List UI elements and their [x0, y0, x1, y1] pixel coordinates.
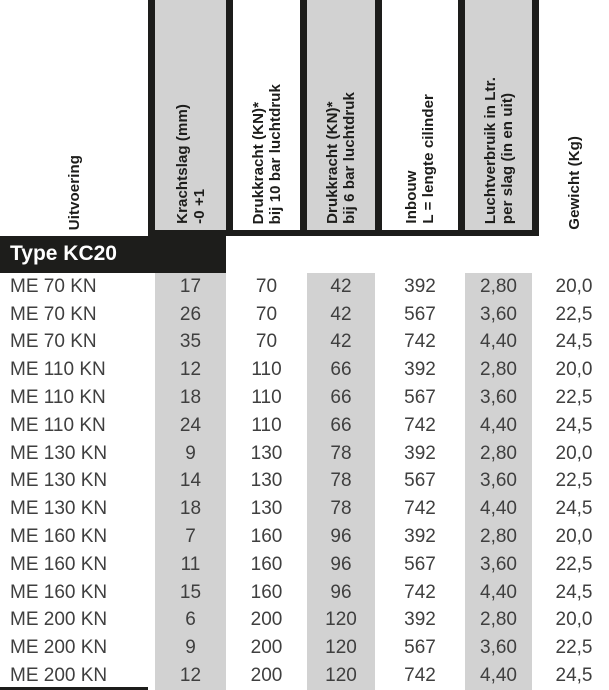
cell-drukkracht-10bar: 110 [226, 412, 300, 440]
cell-drukkracht-6bar: 78 [300, 440, 375, 468]
cell-inbouw: 742 [375, 412, 458, 440]
header-label-drukkracht-10bar: Drukkracht (KN)* bij 10 bar luchtdruk [249, 83, 284, 224]
cell-luchtverbruik: 3,60 [458, 551, 532, 579]
cell-uitvoering: ME 200 KN [0, 607, 148, 635]
cell-drukkracht-10bar: 200 [226, 607, 300, 635]
table-row [0, 495, 609, 523]
table-row [0, 356, 609, 384]
cell-drukkracht-10bar: 110 [226, 356, 300, 384]
header-label-uitvoering: Uitvoering [65, 154, 83, 230]
cell-gewicht: 20,0 [532, 273, 609, 301]
cell-luchtverbruik: 4,40 [458, 329, 532, 357]
cell-krachtslag: 11 [148, 551, 226, 579]
cell-luchtverbruik: 3,60 [458, 384, 532, 412]
cell-gewicht: 20,0 [532, 440, 609, 468]
header-col-uitvoering [0, 0, 148, 236]
cell-uitvoering: ME 130 KN [0, 440, 148, 468]
cell-drukkracht-10bar: 70 [226, 273, 300, 301]
section-header-bar: Type KC20 [0, 236, 226, 273]
cell-drukkracht-6bar: 42 [300, 301, 375, 329]
cell-uitvoering: ME 200 KN [0, 634, 148, 662]
table-body [0, 273, 609, 690]
cell-luchtverbruik: 2,80 [458, 607, 532, 635]
cell-luchtverbruik: 2,80 [458, 440, 532, 468]
cell-drukkracht-10bar: 70 [226, 329, 300, 357]
cell-uitvoering: ME 130 KN [0, 468, 148, 496]
cell-uitvoering: ME 160 KN [0, 579, 148, 607]
cell-luchtverbruik: 3,60 [458, 468, 532, 496]
cell-krachtslag: 18 [148, 384, 226, 412]
cell-drukkracht-6bar: 96 [300, 579, 375, 607]
cell-krachtslag: 18 [148, 495, 226, 523]
table-row [0, 412, 609, 440]
cell-krachtslag: 9 [148, 440, 226, 468]
cell-inbouw: 742 [375, 579, 458, 607]
cell-inbouw: 567 [375, 301, 458, 329]
cell-krachtslag: 9 [148, 634, 226, 662]
cell-luchtverbruik: 2,80 [458, 523, 532, 551]
cell-krachtslag: 26 [148, 301, 226, 329]
cell-drukkracht-10bar: 160 [226, 523, 300, 551]
table-row [0, 468, 609, 496]
cell-uitvoering: ME 160 KN [0, 551, 148, 579]
cell-gewicht: 24,5 [532, 662, 609, 690]
cell-uitvoering: ME 200 KN [0, 662, 148, 690]
table-row [0, 273, 609, 301]
cell-inbouw: 567 [375, 468, 458, 496]
cell-drukkracht-6bar: 120 [300, 607, 375, 635]
cell-drukkracht-6bar: 66 [300, 356, 375, 384]
cell-gewicht: 20,0 [532, 523, 609, 551]
cell-drukkracht-6bar: 120 [300, 634, 375, 662]
table-row [0, 607, 609, 635]
cell-krachtslag: 35 [148, 329, 226, 357]
cell-luchtverbruik: 4,40 [458, 495, 532, 523]
cell-drukkracht-6bar: 42 [300, 273, 375, 301]
cell-drukkracht-6bar: 78 [300, 495, 375, 523]
cell-inbouw: 392 [375, 440, 458, 468]
cell-luchtverbruik: 3,60 [458, 301, 532, 329]
section-row [0, 236, 609, 273]
table-row [0, 301, 609, 329]
cell-krachtslag: 12 [148, 356, 226, 384]
cell-drukkracht-10bar: 200 [226, 634, 300, 662]
cell-uitvoering: ME 110 KN [0, 384, 148, 412]
cell-drukkracht-10bar: 70 [226, 301, 300, 329]
cell-krachtslag: 15 [148, 579, 226, 607]
cell-luchtverbruik: 4,40 [458, 579, 532, 607]
cell-gewicht: 22,5 [532, 384, 609, 412]
cell-gewicht: 20,0 [532, 356, 609, 384]
cell-drukkracht-10bar: 110 [226, 384, 300, 412]
header-label-gewicht: Gewicht (Kg) [565, 136, 583, 230]
cell-luchtverbruik: 2,80 [458, 273, 532, 301]
table-row [0, 662, 609, 690]
cell-drukkracht-10bar: 200 [226, 662, 300, 690]
cell-luchtverbruik: 4,40 [458, 412, 532, 440]
cell-uitvoering: ME 70 KN [0, 273, 148, 301]
table-row [0, 440, 609, 468]
cell-krachtslag: 6 [148, 607, 226, 635]
header-col-luchtverbruik [458, 0, 532, 236]
table-row [0, 329, 609, 357]
cell-drukkracht-10bar: 130 [226, 440, 300, 468]
cell-inbouw: 392 [375, 523, 458, 551]
header-col-inbouw [375, 0, 458, 236]
cell-inbouw: 742 [375, 662, 458, 690]
cell-drukkracht-10bar: 130 [226, 468, 300, 496]
cell-drukkracht-6bar: 120 [300, 662, 375, 690]
cell-gewicht: 24,5 [532, 412, 609, 440]
cell-drukkracht-6bar: 78 [300, 468, 375, 496]
header-label-drukkracht-6bar: Drukkracht (KN)* bij 6 bar luchtdruk [324, 92, 358, 224]
header-col-gewicht [532, 0, 609, 236]
cell-drukkracht-10bar: 160 [226, 551, 300, 579]
cell-inbouw: 392 [375, 273, 458, 301]
cell-luchtverbruik: 4,40 [458, 662, 532, 690]
header-label-krachtslag: Krachtslag (mm) -0 +1 [173, 104, 208, 224]
cell-uitvoering: ME 70 KN [0, 301, 148, 329]
header-col-drukkracht-10bar [226, 0, 300, 236]
cell-gewicht: 22,5 [532, 634, 609, 662]
cell-uitvoering: ME 110 KN [0, 356, 148, 384]
cell-drukkracht-10bar: 130 [226, 495, 300, 523]
cell-drukkracht-6bar: 96 [300, 523, 375, 551]
cell-uitvoering: ME 110 KN [0, 412, 148, 440]
cell-gewicht: 24,5 [532, 579, 609, 607]
cell-gewicht: 22,5 [532, 468, 609, 496]
table-row [0, 634, 609, 662]
cell-inbouw: 567 [375, 634, 458, 662]
header-label-inbouw: Inbouw L = lengte cilinder [403, 94, 437, 224]
cell-gewicht: 24,5 [532, 329, 609, 357]
cell-uitvoering: ME 130 KN [0, 495, 148, 523]
cell-inbouw: 567 [375, 384, 458, 412]
cell-luchtverbruik: 2,80 [458, 356, 532, 384]
cell-krachtslag: 17 [148, 273, 226, 301]
cell-drukkracht-6bar: 66 [300, 384, 375, 412]
cell-drukkracht-6bar: 66 [300, 412, 375, 440]
cell-inbouw: 742 [375, 329, 458, 357]
cell-gewicht: 22,5 [532, 551, 609, 579]
cell-krachtslag: 7 [148, 523, 226, 551]
cell-inbouw: 392 [375, 356, 458, 384]
cell-inbouw: 567 [375, 551, 458, 579]
header-col-drukkracht-6bar [300, 0, 375, 236]
cell-gewicht: 22,5 [532, 301, 609, 329]
table-header-row [0, 0, 609, 236]
cell-inbouw: 742 [375, 495, 458, 523]
table-row [0, 523, 609, 551]
cell-luchtverbruik: 3,60 [458, 634, 532, 662]
table-row [0, 384, 609, 412]
cell-drukkracht-10bar: 160 [226, 579, 300, 607]
cell-uitvoering: ME 70 KN [0, 329, 148, 357]
header-col-krachtslag [148, 0, 226, 236]
cell-inbouw: 392 [375, 607, 458, 635]
table-row [0, 551, 609, 579]
cell-drukkracht-6bar: 96 [300, 551, 375, 579]
header-label-luchtverbruik: Luchtverbruik in Ltr. per slag (in en uit) [481, 76, 516, 224]
cell-krachtslag: 12 [148, 662, 226, 690]
cell-gewicht: 20,0 [532, 607, 609, 635]
cell-krachtslag: 14 [148, 468, 226, 496]
cell-drukkracht-6bar: 42 [300, 329, 375, 357]
cell-gewicht: 24,5 [532, 495, 609, 523]
table-row [0, 579, 609, 607]
cell-krachtslag: 24 [148, 412, 226, 440]
cell-uitvoering: ME 160 KN [0, 523, 148, 551]
